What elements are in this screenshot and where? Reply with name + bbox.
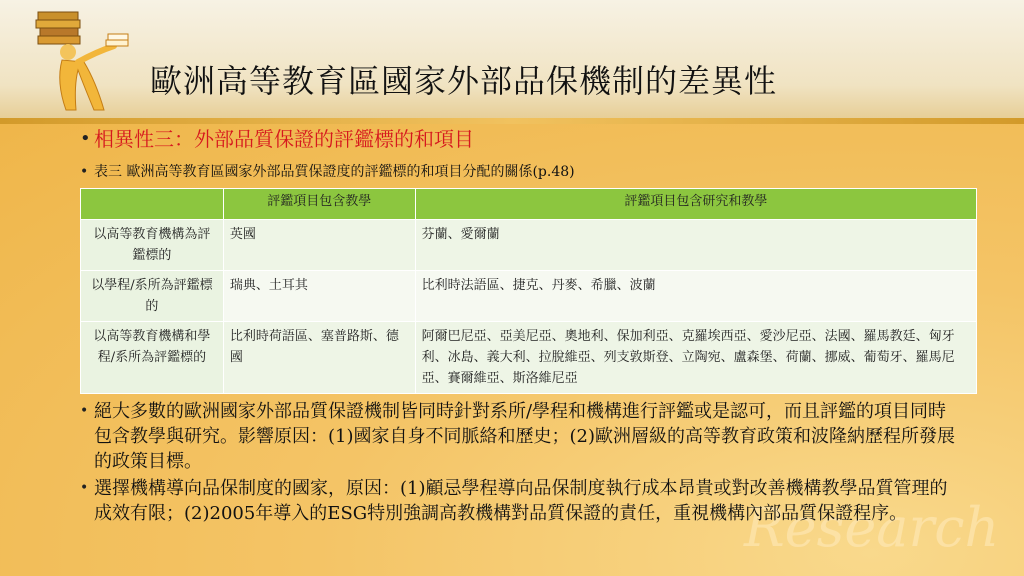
paragraph-text: 絕大多數的歐洲國家外部品質保證機制皆同時針對系所/學程和機構進行評鑑或是認可，而且評鑑的項目同時包含教學與研究。影響原因：(1)國家自身不同脈絡和歷史；(2)歐洲層級的高等教育政策和波隆納歷程所發展的政策目標。 — [94, 401, 955, 472]
table-header-row — [81, 189, 977, 220]
table-header-cell: 評鑑項目包含研究和教學 — [415, 189, 976, 220]
paragraph-bullet — [80, 399, 960, 474]
table-cell: 瑞典、土耳其 — [223, 271, 415, 322]
section-heading: 相異性三：外部品質保證的評鑑標的和項目 — [94, 127, 474, 151]
paragraph-bullet — [80, 476, 960, 526]
bullet-icon: • — [80, 403, 89, 419]
bullet-icon: • — [80, 128, 91, 149]
table-row — [81, 271, 977, 322]
evaluation-table — [80, 188, 977, 394]
table-header-cell: 評鑑項目包含教學 — [223, 189, 415, 220]
table-cell: 英國 — [223, 220, 415, 271]
bullet-icon: • — [80, 480, 89, 496]
table-cell: 阿爾巴尼亞、亞美尼亞、奧地利、保加利亞、克羅埃西亞、愛沙尼亞、法國、羅馬教廷、匈牙利、冰島、義大利、拉脫維亞、列支敦斯登、立陶宛、盧森堡、荷蘭、挪威、葡萄牙、羅馬尼亞、賽爾維亞、斯洛維尼亞 — [415, 322, 976, 394]
table-row — [81, 220, 977, 271]
table-caption: 表三 歐洲高等教育區國家外部品質保證度的評鑑標的和項目分配的關係(p.48) — [94, 164, 575, 180]
table-cell: 比利時荷語區、塞普路斯、德國 — [223, 322, 415, 394]
table-cell: 芬蘭、愛爾蘭 — [415, 220, 976, 271]
heading-bullet — [80, 126, 980, 152]
table-cell: 比利時法語區、捷克、丹麥、希臘、波蘭 — [415, 271, 976, 322]
row-label: 以高等教育機構為評鑑標的 — [81, 220, 224, 271]
caption-bullet — [80, 162, 980, 182]
table-row — [81, 322, 977, 394]
slide-title: 歐洲高等教育區國家外部品保機制的差異性 — [150, 62, 778, 100]
paragraph-text: 選擇機構導向品保制度的國家，原因：(1)顧忌學程導向品保制度執行成本昂貴或對改善機構教學品質管理的成效有限；(2)2005年導入的ESG特別強調高教機構對品質保證的責任，重視機構內部品質保證程序。 — [94, 478, 948, 524]
row-label: 以高等教育機構和學程/系所為評鑑標的 — [81, 322, 224, 394]
bullet-icon: • — [80, 164, 89, 180]
scholar-figure-icon — [26, 2, 136, 114]
table-header-cell — [81, 189, 224, 220]
watermark-text: Research — [744, 496, 1000, 559]
row-label: 以學程/系所為評鑑標的 — [81, 271, 224, 322]
